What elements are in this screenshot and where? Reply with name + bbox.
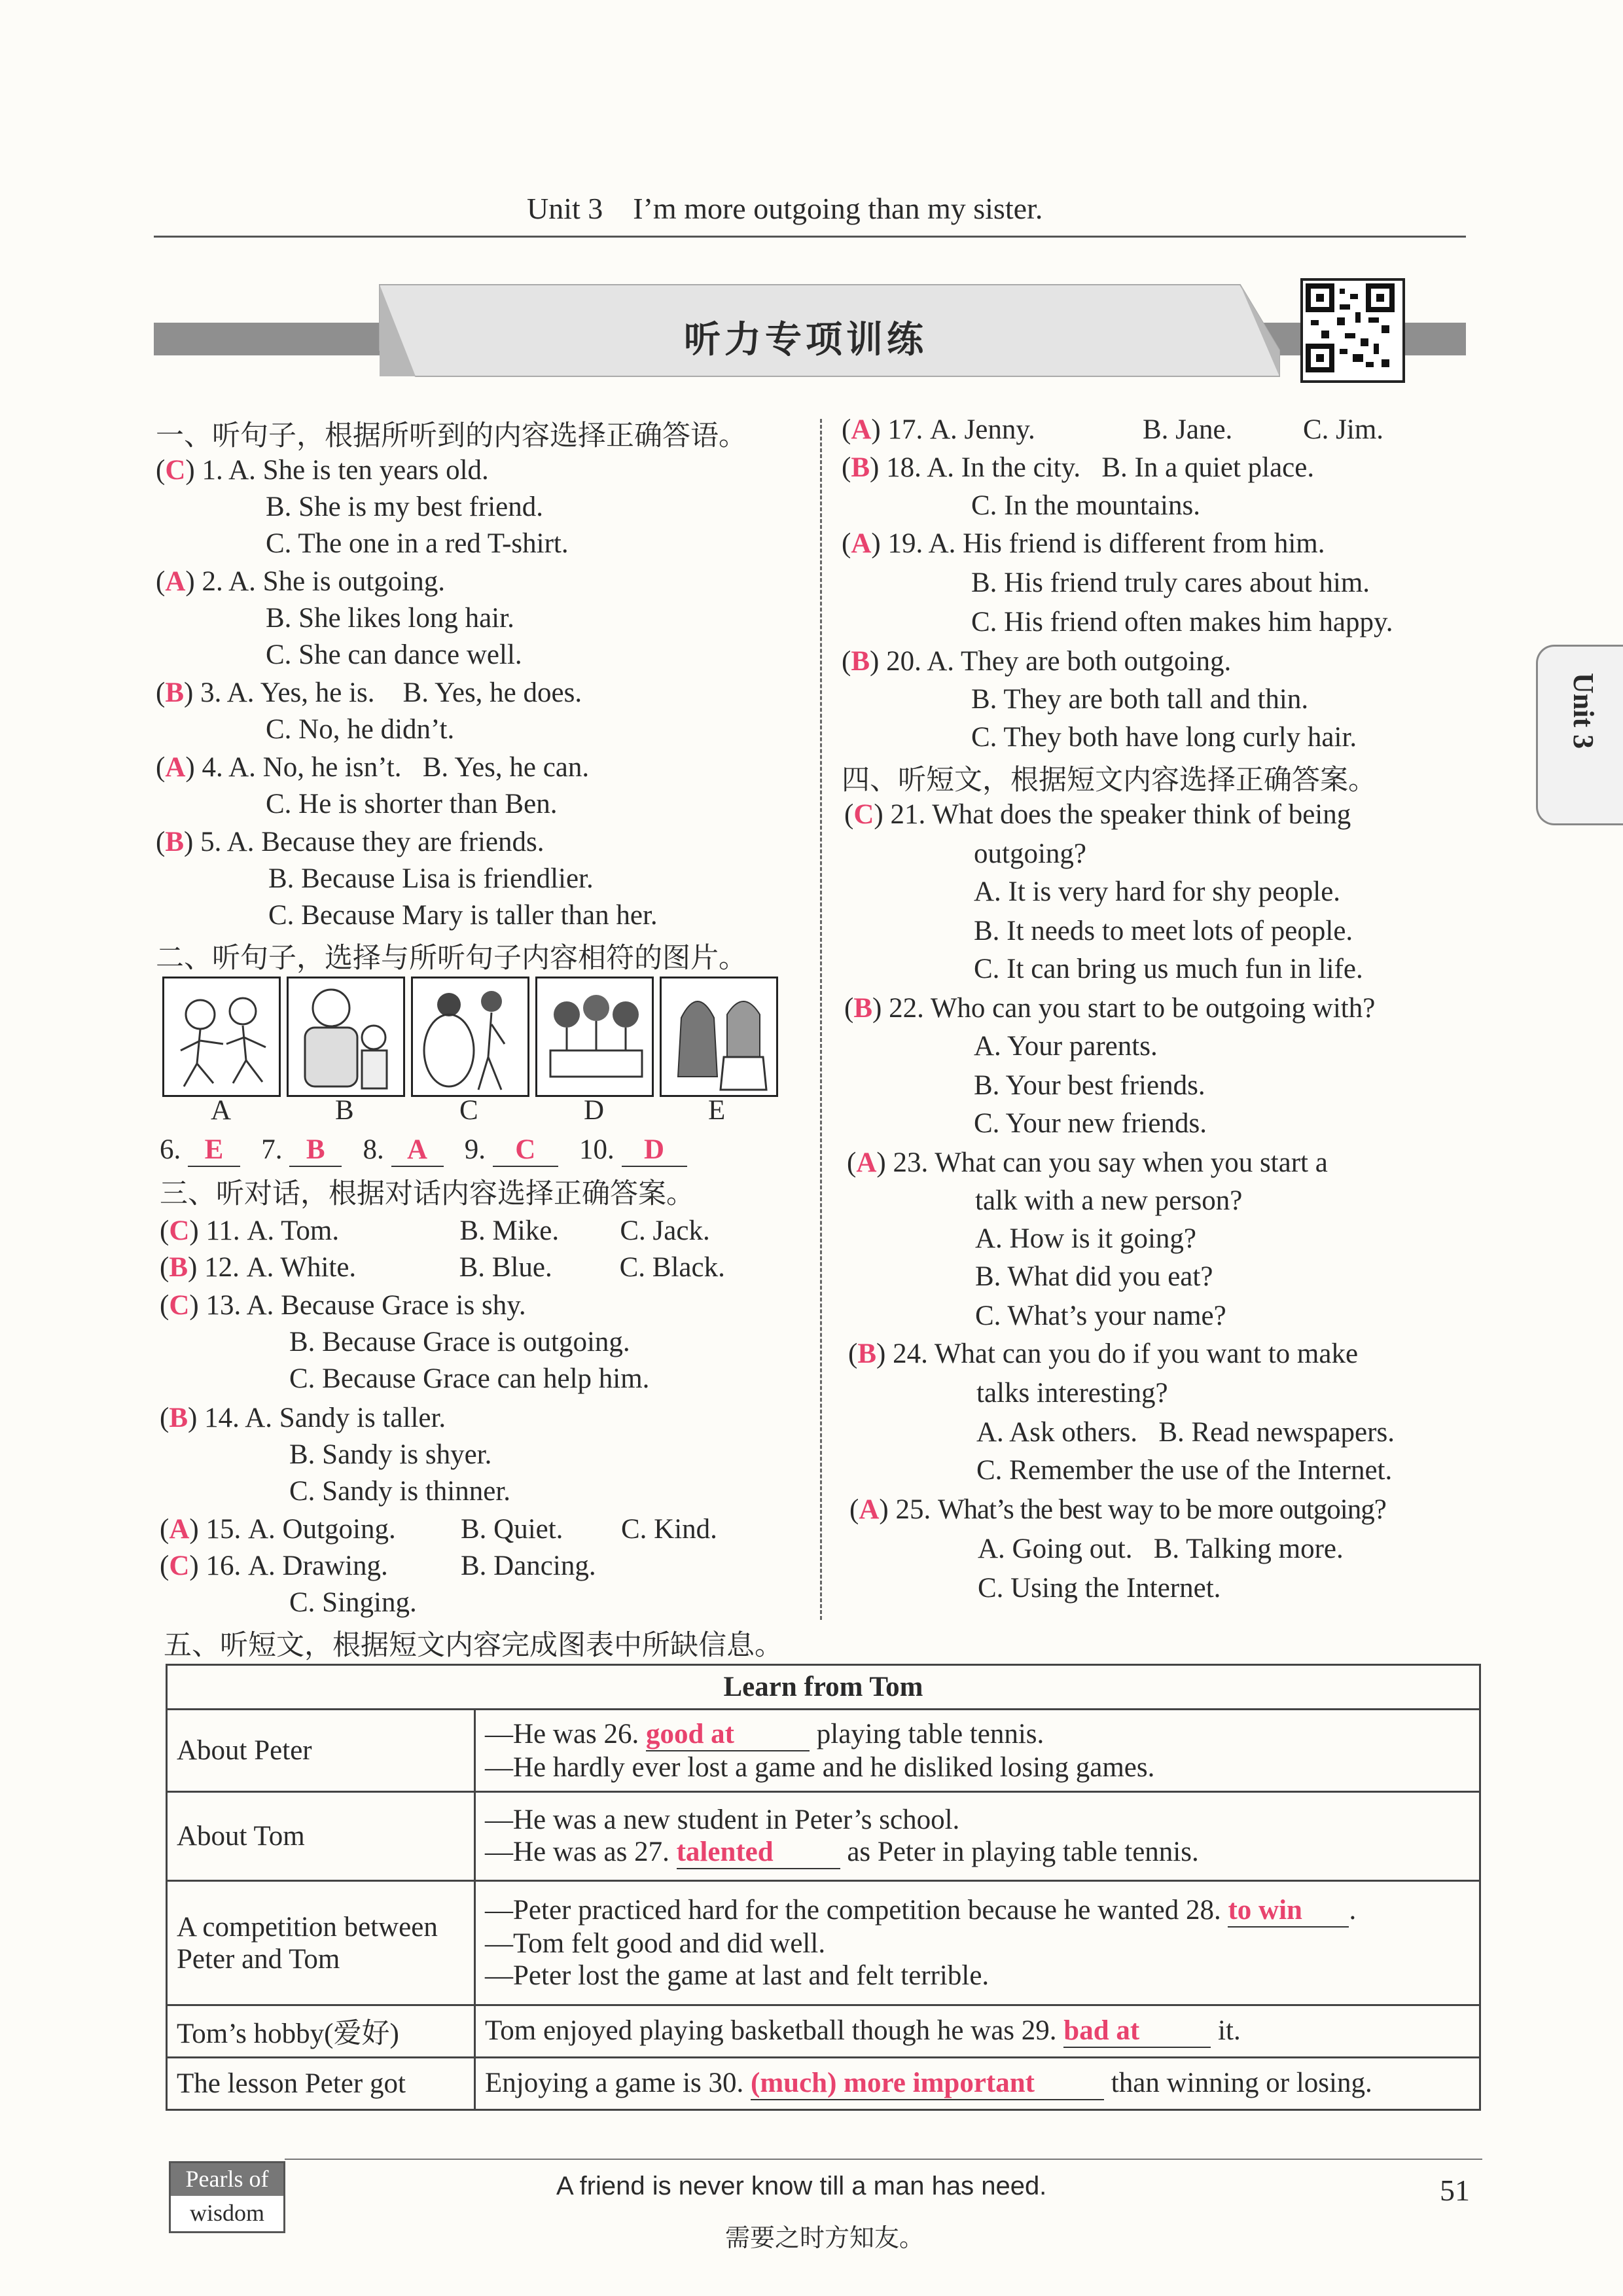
q15-answer: A	[169, 1514, 190, 1545]
q13-line: (C) 13. A. Because Grace is shy.	[160, 1290, 526, 1321]
q1-opt-c: C. The one in a red T-shirt.	[266, 528, 569, 559]
q12-answer: B	[169, 1252, 188, 1283]
q24-opts-ab	[976, 1416, 1395, 1448]
picture-c	[411, 977, 529, 1097]
q12-line: (B) 12. A. White. B. Blue. C. Black.	[160, 1252, 725, 1283]
q16-num: 16.	[205, 1551, 241, 1581]
q24-opt-c: C. Remember the use of the Internet.	[976, 1455, 1393, 1486]
q12-opt-b: B. Blue.	[459, 1252, 552, 1283]
picture-label-d: D	[584, 1095, 605, 1126]
q18-line: (B) 18. A. In the city. B. In a quiet place.	[842, 452, 1315, 483]
q9-answer: C	[493, 1134, 558, 1167]
q17-num: 17.	[887, 414, 923, 445]
q11-num: 11.	[205, 1215, 240, 1246]
q1-line: (C) 1. A. She is ten years old.	[156, 455, 489, 486]
q4-opt-a: A. No, he isn’t.	[228, 752, 402, 783]
q14-num: 14.	[204, 1403, 240, 1433]
q23-question: What can you say when you start a	[935, 1147, 1328, 1178]
q22-question: Who can you start to be outgoing with?	[930, 993, 1376, 1024]
picture-d	[535, 977, 654, 1097]
footer-rule	[285, 2159, 1482, 2160]
q25-answer: A	[859, 1494, 880, 1525]
q23-num: 23.	[893, 1147, 929, 1178]
q28-text: —Peter practiced hard for the competition because he wanted 28.	[485, 1895, 1221, 1926]
header-rule	[154, 236, 1466, 238]
row-peter-label: About Peter	[167, 1710, 475, 1792]
sec2-answers	[160, 1134, 687, 1167]
picture-e	[660, 977, 778, 1097]
q23-opt-b: B. What did you eat?	[975, 1261, 1213, 1292]
q1-opt-a: A. She is ten years old.	[228, 455, 489, 486]
q13-opt-b: B. Because Grace is outgoing.	[289, 1327, 630, 1357]
q20-opt-a: A. They are both outgoing.	[927, 646, 1232, 677]
q7-answer: B	[289, 1134, 342, 1167]
q21-line: (C) 21. What does the speaker think of being	[844, 799, 1351, 830]
row-hobby-label: Tom’s hobby(爱好)	[167, 2005, 475, 2058]
picture-b	[287, 977, 405, 1097]
q30-answer: (much) more important	[751, 2067, 1104, 2100]
q10-answer: D	[622, 1134, 687, 1167]
q12-num: 12.	[204, 1252, 240, 1283]
q14-answer: B	[169, 1403, 188, 1433]
sec5-heading: 五、听短文，根据短文内容完成图表中所缺信息。	[164, 1629, 783, 1662]
q21-opt-a: A. It is very hard for shy people.	[974, 876, 1341, 907]
q26-text: —He was 26.	[485, 1718, 639, 1749]
unit-title: I’m more outgoing than my sister.	[633, 192, 1043, 225]
q13-opt-c: C. Because Grace can help him.	[289, 1363, 650, 1394]
q23-opt-a: A. How is it going?	[975, 1223, 1197, 1254]
q21-num: 21.	[890, 799, 926, 830]
quote-cn: 需要之时方知友。	[725, 2223, 925, 2252]
q20-num: 20.	[886, 646, 921, 677]
q27-answer: talented	[677, 1836, 840, 1869]
q23-opt-c: C. What’s your name?	[975, 1300, 1226, 1331]
q23-answer: A	[856, 1147, 877, 1178]
sec3-heading: 三、听对话，根据对话内容选择正确答案。	[160, 1177, 694, 1210]
q11-opt-c: C. Jack.	[620, 1215, 710, 1246]
q17-opt-a: A. Jenny.	[929, 414, 1035, 445]
row-tom-label: About Tom	[167, 1792, 475, 1881]
q24-opt-a: A. Ask others.	[976, 1417, 1138, 1448]
q7-num: 7.	[261, 1134, 283, 1165]
q18-answer: B	[851, 452, 870, 483]
q24-question-cont: talks interesting?	[976, 1378, 1168, 1408]
q29-text-end: it.	[1218, 2015, 1241, 2046]
q2-opt-b: B. She likes long hair.	[266, 603, 514, 634]
q19-opt-b: B. His friend truly cares about him.	[971, 567, 1370, 598]
q28-text-end: .	[1349, 1895, 1357, 1926]
competition-label-1: A competition between	[177, 1911, 438, 1943]
q23-question-cont: talk with a new person?	[975, 1185, 1243, 1216]
q4-num: 4.	[202, 752, 223, 783]
q12-opt-a: A. White.	[246, 1252, 357, 1283]
qr-code-icon[interactable]	[1300, 278, 1405, 383]
quote-en: A friend is never know till a man has need.	[556, 2172, 1047, 2200]
q17-opt-c: C. Jim.	[1302, 414, 1384, 445]
q19-line: (A) 19. A. His friend is different from him.	[842, 528, 1325, 559]
q19-num: 19.	[887, 528, 923, 559]
q25-question: What’s the best way to be more outgoing?	[937, 1494, 1386, 1525]
q5-opt-b: B. Because Lisa is friendlier.	[268, 863, 594, 894]
q5-line: (B) 5. A. Because they are friends.	[156, 827, 544, 857]
q1-answer: C	[165, 455, 186, 486]
q22-opt-b: B. Your best friends.	[974, 1070, 1205, 1101]
q6-answer: E	[188, 1134, 240, 1167]
banner	[154, 278, 1466, 383]
sec4-heading: 四、听短文，根据短文内容选择正确答案。	[842, 764, 1376, 797]
picture-label-b: B	[335, 1095, 354, 1126]
q14-line: (B) 14. A. Sandy is taller.	[160, 1403, 446, 1433]
q8-answer: A	[391, 1134, 444, 1167]
q15-opt-a: A. Outgoing.	[247, 1514, 396, 1545]
q19-answer: A	[851, 528, 872, 559]
q19-opt-a: A. His friend is different from him.	[928, 528, 1325, 559]
q26-answer: good at	[646, 1718, 810, 1751]
q15-num: 15.	[205, 1514, 241, 1545]
q20-opt-c: C. They both have long curly hair.	[971, 722, 1357, 753]
q30-text-end: than winning or losing.	[1111, 2068, 1372, 2098]
competition-line3: —Peter lost the game at last and felt terrible.	[485, 1960, 990, 1991]
q24-line: (B) 24. What can you do if you want to make	[848, 1338, 1359, 1369]
q2-line: (A) 2. A. She is outgoing.	[156, 566, 445, 597]
q13-num: 13.	[205, 1290, 241, 1321]
q3-num: 3.	[200, 677, 222, 708]
q9-num: 9.	[464, 1134, 486, 1165]
q30-text: Enjoying a game is 30.	[485, 2068, 744, 2098]
q3-opt-a: A. Yes, he is.	[226, 677, 375, 708]
q22-opt-a: A. Your parents.	[974, 1031, 1158, 1062]
q27-text-end: as Peter in playing table tennis.	[847, 1836, 1199, 1867]
q22-num: 22.	[889, 993, 924, 1024]
q16-answer: C	[169, 1551, 190, 1581]
picture-a	[162, 977, 281, 1097]
q17-line: (A) 17. A. Jenny. B. Jane. C. Jim.	[842, 414, 1384, 445]
q3-answer: B	[165, 677, 185, 708]
table-title: Learn from Tom	[167, 1665, 1480, 1710]
page-number: 51	[1440, 2174, 1470, 2207]
q12-opt-c: C. Black.	[619, 1252, 725, 1283]
q4-line: (A) 4. A. No, he isn’t. B. Yes, he can.	[156, 752, 590, 783]
q28-answer: to win	[1228, 1894, 1349, 1928]
competition-label-2: Peter and Tom	[177, 1943, 340, 1975]
q4-answer: A	[165, 752, 186, 783]
q17-answer: A	[851, 414, 872, 445]
column-divider	[820, 419, 822, 1620]
q4-opt-b: B. Yes, he can.	[422, 752, 590, 783]
q11-line: (C) 11. A. Tom. B. Mike. C. Jack.	[160, 1215, 710, 1246]
q21-opt-c: C. It can bring us much fun in life.	[974, 954, 1363, 984]
picture-label-a: A	[211, 1095, 232, 1126]
q11-opt-a: A. Tom.	[247, 1215, 340, 1246]
q3-opt-c: C. No, he didn’t.	[266, 714, 455, 745]
unit-side-tab[interactable]	[1536, 645, 1623, 825]
banner-title: 听力专项训练	[684, 319, 927, 361]
q5-num: 5.	[200, 827, 222, 857]
q3-opt-b: B. Yes, he does.	[402, 677, 582, 708]
q13-answer: C	[169, 1290, 190, 1321]
q11-opt-b: B. Mike.	[459, 1215, 560, 1246]
q22-answer: B	[853, 993, 873, 1024]
q27-text: —He was as 27.	[485, 1836, 669, 1867]
unit-label: Unit 3	[527, 192, 603, 225]
q2-answer: A	[165, 566, 186, 597]
q2-opt-a: A. She is outgoing.	[228, 566, 445, 597]
q25-line: (A) 25. What’s the best way to be more outgoing?	[849, 1494, 1386, 1525]
picture-label-c: C	[459, 1095, 478, 1126]
q17-opt-b: B. Jane.	[1142, 414, 1233, 445]
q16-opt-b: B. Dancing.	[460, 1551, 596, 1581]
q29-answer: bad at	[1063, 2015, 1211, 2048]
q5-opt-c: C. Because Mary is taller than her.	[268, 900, 658, 931]
running-header	[527, 191, 1043, 226]
q24-answer: B	[857, 1338, 877, 1369]
q8-num: 8.	[363, 1134, 384, 1165]
row-lesson-label: The lesson Peter got	[167, 2058, 475, 2110]
q25-opt-a: A. Going out.	[978, 1534, 1133, 1564]
sec2-heading: 二、听句子，选择与所听句子内容相符的图片。	[156, 942, 747, 975]
q16-opt-c: C. Singing.	[289, 1587, 417, 1618]
q19-opt-c: C. His friend often makes him happy.	[971, 607, 1393, 637]
q18-num: 18.	[886, 452, 921, 483]
q18-opt-b: B. In a quiet place.	[1101, 452, 1315, 483]
pearls-line2: wisdom	[189, 2200, 264, 2226]
q15-opt-b: B. Quiet.	[460, 1514, 563, 1545]
q25-num: 25.	[895, 1494, 931, 1525]
sec1-heading: 一、听句子，根据所听到的内容选择正确答语。	[156, 420, 747, 452]
q14-opt-b: B. Sandy is shyer.	[289, 1439, 492, 1470]
competition-line2: —Tom felt good and did well.	[485, 1928, 826, 1959]
q1-num: 1.	[202, 455, 223, 486]
row-competition-content	[475, 1881, 1480, 2005]
q11-answer: C	[169, 1215, 190, 1246]
q16-line: (C) 16. A. Drawing. B. Dancing.	[160, 1551, 596, 1581]
side-tab-label: Unit 3	[1567, 673, 1599, 749]
q20-line: (B) 20. A. They are both outgoing.	[842, 646, 1232, 677]
q20-answer: B	[851, 646, 870, 677]
q5-answer: B	[165, 827, 185, 857]
q25-opt-b: B. Talking more.	[1153, 1534, 1344, 1564]
q15-line: (A) 15. A. Outgoing. B. Quiet. C. Kind.	[160, 1514, 717, 1545]
q13-opt-a: A. Because Grace is shy.	[246, 1290, 526, 1321]
row-lesson-content	[475, 2058, 1480, 2110]
q2-num: 2.	[202, 566, 223, 597]
q10-num: 10.	[579, 1134, 615, 1165]
row-tom-content	[475, 1792, 1480, 1881]
q15-opt-c: C. Kind.	[620, 1514, 717, 1545]
q24-opt-b: B. Read newspapers.	[1158, 1417, 1395, 1448]
q25-opt-c: C. Using the Internet.	[978, 1573, 1221, 1604]
q20-opt-b: B. They are both tall and thin.	[971, 684, 1309, 715]
q22-line: (B) 22. Who can you start to be outgoing with?	[844, 993, 1376, 1024]
q21-opt-b: B. It needs to meet lots of people.	[974, 916, 1353, 946]
peter-line2: —He hardly ever lost a game and he disliked losing games.	[485, 1751, 1155, 1783]
q21-question: What does the speaker think of being	[932, 799, 1351, 830]
q26-text-end: playing table tennis.	[816, 1718, 1044, 1749]
picture-row	[162, 977, 777, 1126]
pearls-line1: Pearls of	[171, 2163, 283, 2196]
q6-num: 6.	[160, 1134, 181, 1165]
q29-text: Tom enjoyed playing basketball though he was 29.	[485, 2015, 1057, 2046]
q5-opt-a: A. Because they are friends.	[226, 827, 544, 857]
q1-opt-b: B. She is my best friend.	[266, 492, 543, 522]
q23-line: (A) 23. What can you say when you start a	[847, 1147, 1328, 1178]
tom-line1: —He was a new student in Peter’s school.	[485, 1804, 960, 1835]
q24-num: 24.	[893, 1338, 928, 1369]
q14-opt-c: C. Sandy is thinner.	[289, 1476, 511, 1507]
q14-opt-a: A. Sandy is taller.	[245, 1403, 446, 1433]
q18-opt-c: C. In the mountains.	[971, 490, 1200, 521]
q4-opt-c: C. He is shorter than Ben.	[266, 789, 558, 819]
q2-opt-c: C. She can dance well.	[266, 639, 522, 670]
q22-opt-c: C. Your new friends.	[974, 1108, 1207, 1139]
q21-answer: C	[853, 799, 874, 830]
q25-opts-ab	[978, 1533, 1344, 1565]
pearls-of-wisdom-box	[169, 2161, 285, 2233]
row-competition-label	[167, 1881, 475, 2005]
q24-question: What can you do if you want to make	[934, 1338, 1359, 1369]
q16-opt-a: A. Drawing.	[247, 1551, 388, 1581]
row-peter-content	[475, 1710, 1480, 1792]
picture-label-e: E	[708, 1095, 726, 1126]
q18-opt-a: A. In the city.	[927, 452, 1081, 483]
q3-line: (B) 3. A. Yes, he is. B. Yes, he does.	[156, 677, 582, 708]
learn-from-tom-table	[166, 1664, 1481, 2111]
q21-question-cont: outgoing?	[974, 838, 1086, 869]
row-hobby-content	[475, 2005, 1480, 2058]
